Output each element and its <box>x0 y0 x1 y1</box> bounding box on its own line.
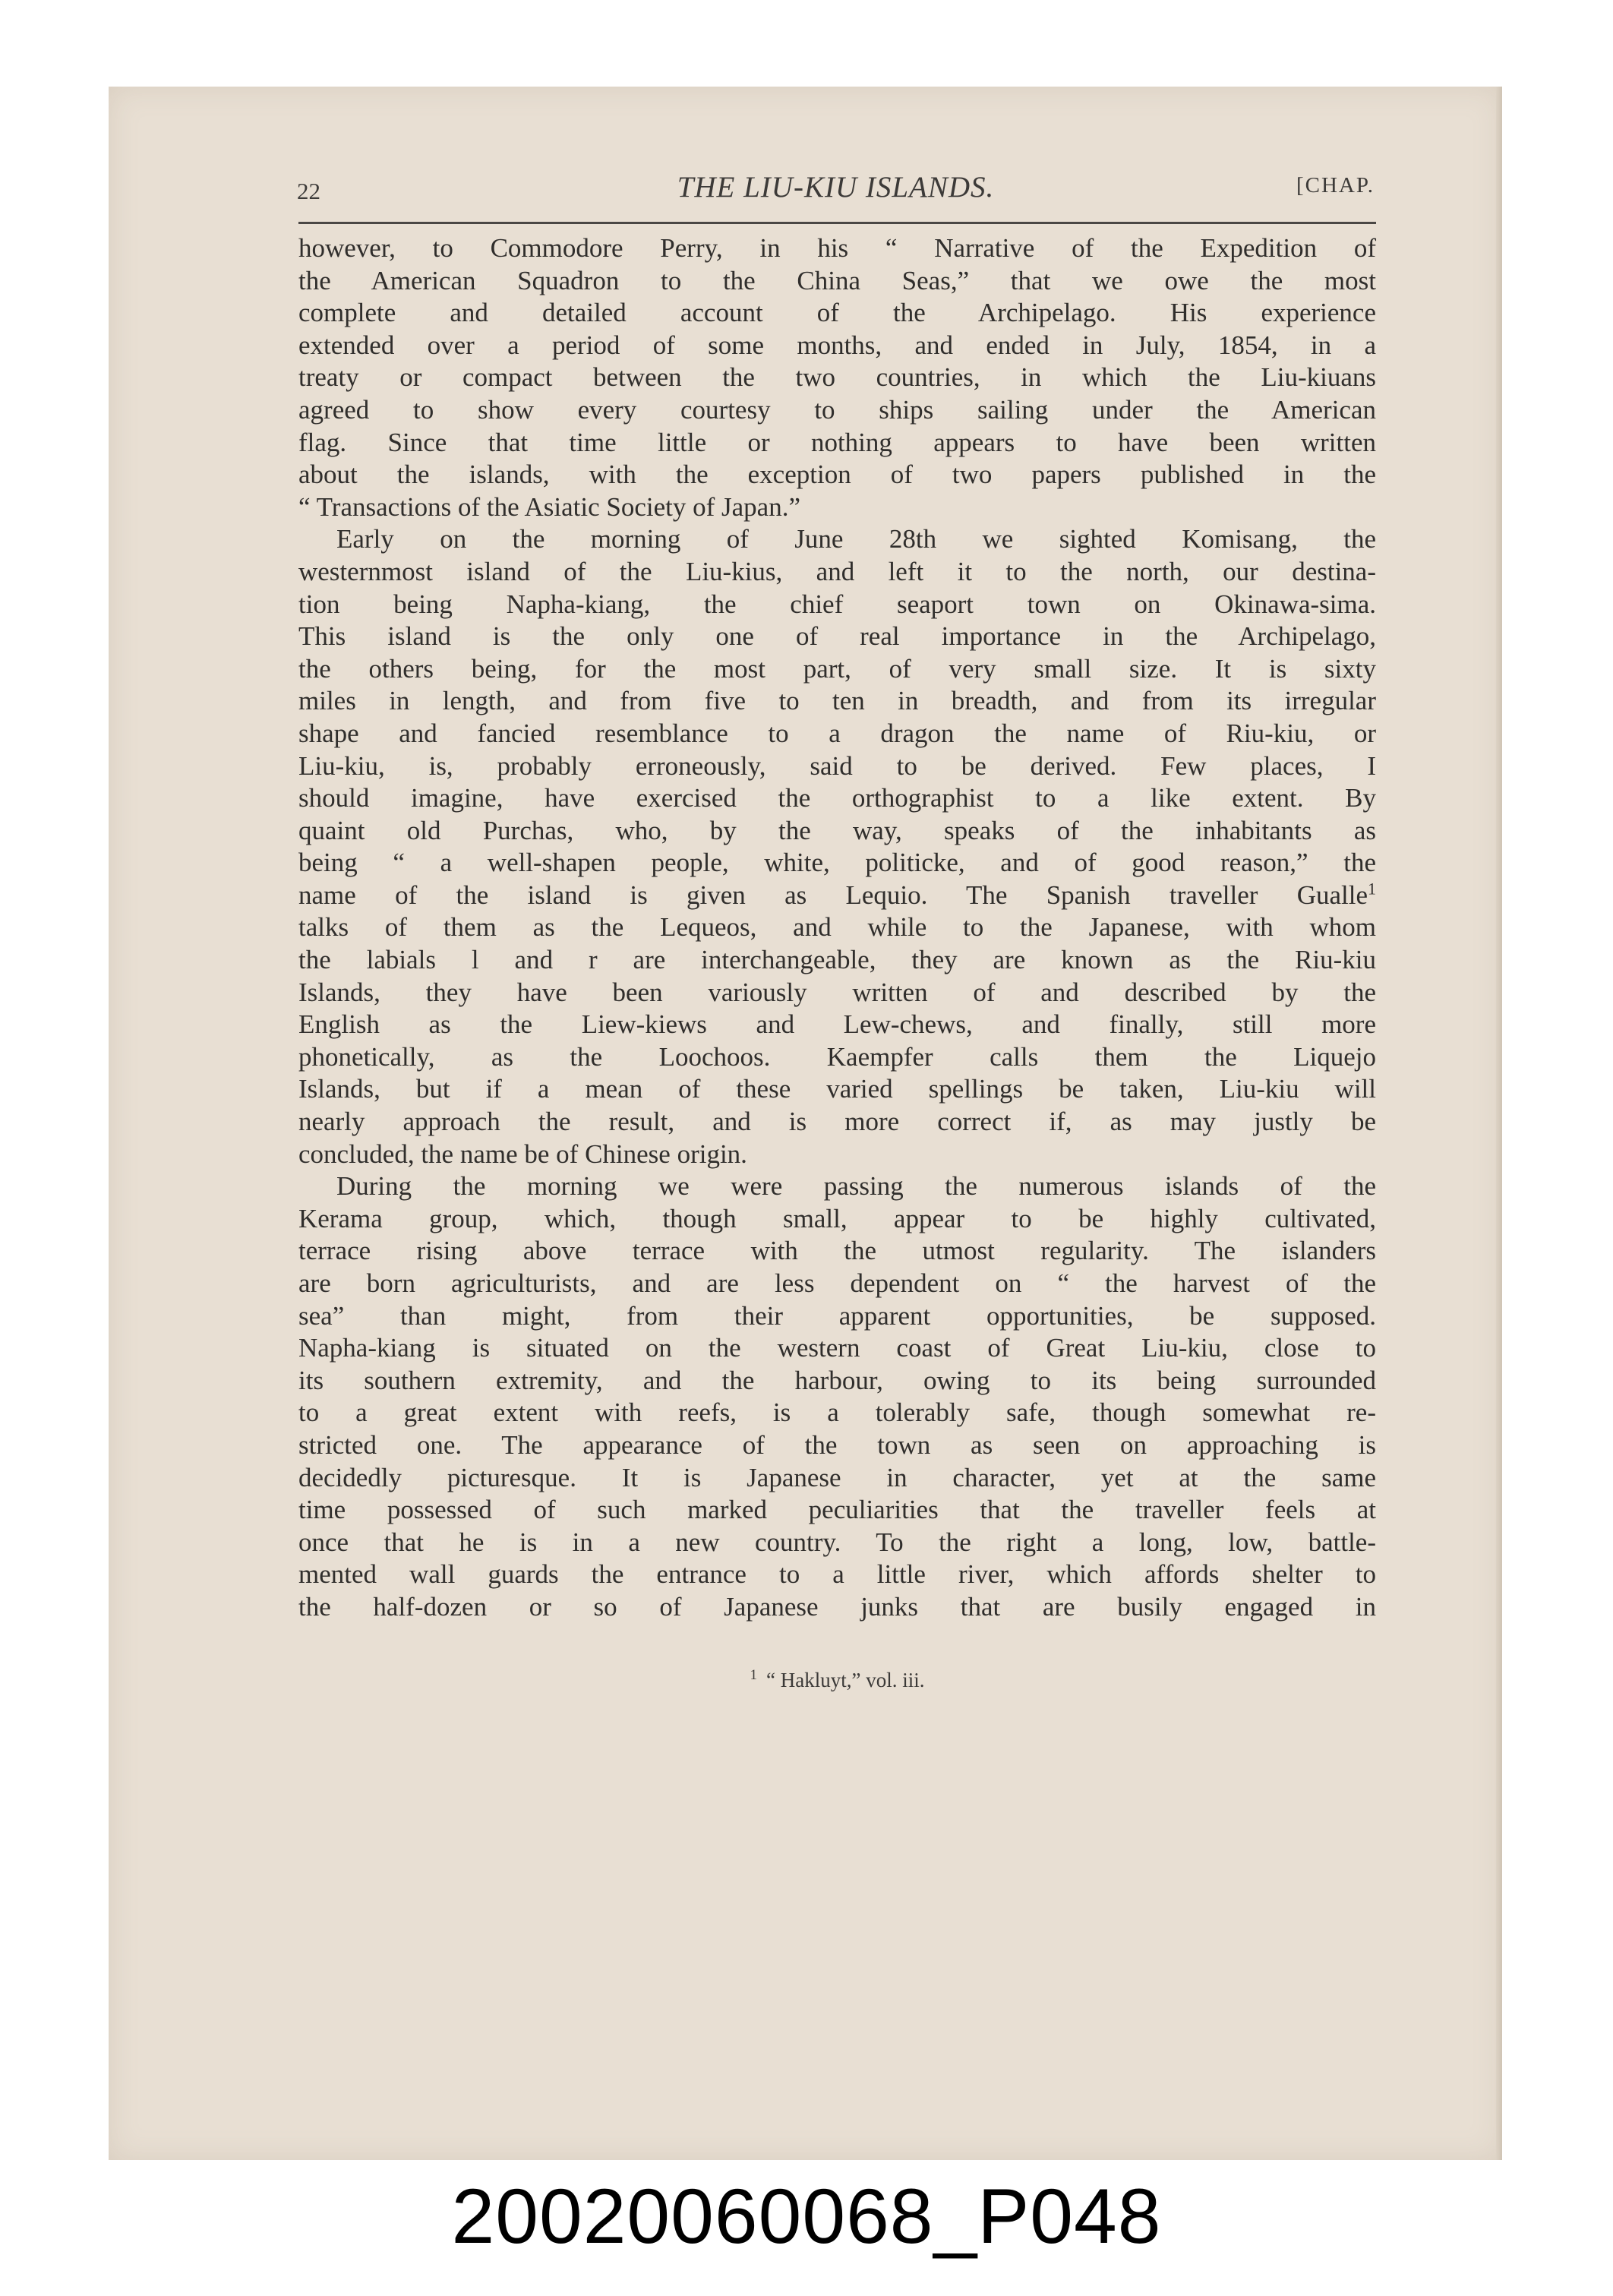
text-line: Liu-kiu, is, probably erroneously, said to be derived. Few places, I <box>298 750 1376 781</box>
running-header <box>297 163 1375 208</box>
text-line: treaty or compact between the two countries, in which the Liu-kiuans <box>298 362 1376 393</box>
text-line: Islands, they have been variously written of and described by the <box>298 977 1376 1007</box>
text-line: miles in length, and from five to ten in breadth, and from its irregular <box>298 686 1376 716</box>
text-line-content: name of the island is given as Lequio. The Spanish traveller Gualle <box>298 880 1368 910</box>
text-line: English as the Liew-kiews and Lew-chews, and finally, still more <box>298 1009 1376 1040</box>
image-caption: 20020060068_P048 <box>451 2173 1162 2260</box>
footnote-text: “ Hakluyt,” vol. iii. <box>766 1669 925 1691</box>
text-line: phonetically, as the Loochoos. Kaempfer calls them the Liquejo <box>298 1041 1376 1072</box>
text-line: concluded, the name be of Chinese origin. <box>298 1139 747 1169</box>
footnote-reference: 1 <box>1368 879 1376 899</box>
text-line: flag. Since that time little or nothing appears to have been written <box>298 427 1376 457</box>
text-line: being “ a well-shapen people, white, politicke, and of good reason,” the <box>298 848 1376 878</box>
page-number: 22 <box>297 178 320 204</box>
text-line: decidedly picturesque. It is Japanese in character, yet at the same <box>298 1462 1376 1492</box>
text-line: westernmost island of the Liu-kius, and left it to the north, our destina- <box>298 556 1376 586</box>
text-line: Napha-kiang is situated on the western coast of Great Liu-kiu, close to <box>298 1333 1376 1363</box>
footnote-marker: 1 <box>750 1667 758 1683</box>
text-line-with-footnote <box>298 880 1376 912</box>
text-line: however, to Commodore Perry, in his “ Narrative of the Expedition of <box>298 233 1376 263</box>
text-line: complete and detailed account of the Archipelago. His experience <box>298 298 1376 328</box>
text-line: the American Squadron to the China Seas,” that we owe the most <box>298 265 1376 295</box>
running-title: THE LIU-KIU ISLANDS. <box>677 171 995 204</box>
text-line: the others being, for the most part, of very small size. It is sixty <box>298 653 1376 684</box>
text-line: once that he is in a new country. To the right a long, low, battle- <box>298 1527 1376 1557</box>
text-line: During the morning we were passing the numerous islands of the <box>336 1171 1376 1202</box>
text-line: This island is the only one of real importance in the Archipelago, <box>298 621 1376 652</box>
text-line: shape and fancied resemblance to a dragon the name of Riu-kiu, or <box>298 718 1376 748</box>
text-line: are born agriculturists, and are less dependent on “ the harvest of the <box>298 1268 1376 1298</box>
body-text <box>298 232 1376 1624</box>
text-line: Early on the morning of June 28th we sighted Komisang, the <box>336 524 1376 554</box>
text-line: “ Transactions of the Asiatic Society of Japan.” <box>298 491 800 522</box>
text-line: sea” than might, from their apparent opportunities, be supposed. <box>298 1300 1376 1331</box>
text-line: quaint old Purchas, who, by the way, speaks of the inhabitants as <box>298 815 1376 845</box>
chapter-label: [CHAP. <box>1296 173 1375 197</box>
header-rule <box>298 222 1376 224</box>
text-line: time possessed of such marked peculiarities that the traveller feels at <box>298 1495 1376 1525</box>
text-line: tion being Napha-kiang, the chief seaport town on Okinawa-sima. <box>298 589 1376 619</box>
text-line: talks of them as the Lequeos, and while to the Japanese, with whom <box>298 912 1376 943</box>
text-line: Kerama group, which, though small, appear to be highly cultivated, <box>298 1203 1376 1233</box>
footnote <box>298 1667 1376 1692</box>
text-line: its southern extremity, and the harbour, owing to its being surrounded <box>298 1365 1376 1395</box>
text-line: terrace rising above terrace with the utmost regularity. The islanders <box>298 1236 1376 1266</box>
text-line: the labials l and r are interchangeable, they are known as the Riu-kiu <box>298 945 1376 975</box>
page-edge <box>1496 87 1502 2160</box>
text-line: stricted one. The appearance of the town as seen on approaching is <box>298 1429 1376 1460</box>
text-line: nearly approach the result, and is more correct if, as may justly be <box>298 1107 1376 1137</box>
text-line: the half-dozen or so of Japanese junks that are busily engaged in <box>298 1591 1376 1622</box>
text-line: mented wall guards the entrance to a little river, which affords shelter to <box>298 1559 1376 1590</box>
text-line: Islands, but if a mean of these varied spellings be taken, Liu-kiu will <box>298 1074 1376 1104</box>
text-line: should imagine, have exercised the orthographist to a like extent. By <box>298 783 1376 813</box>
text-line: about the islands, with the exception of two papers published in the <box>298 460 1376 490</box>
text-line: extended over a period of some months, and ended in July, 1854, in a <box>298 330 1376 360</box>
text-line: agreed to show every courtesy to ships sailing under the American <box>298 394 1376 425</box>
text-line: to a great extent with reefs, is a tolerably safe, though somewhat re- <box>298 1397 1376 1428</box>
